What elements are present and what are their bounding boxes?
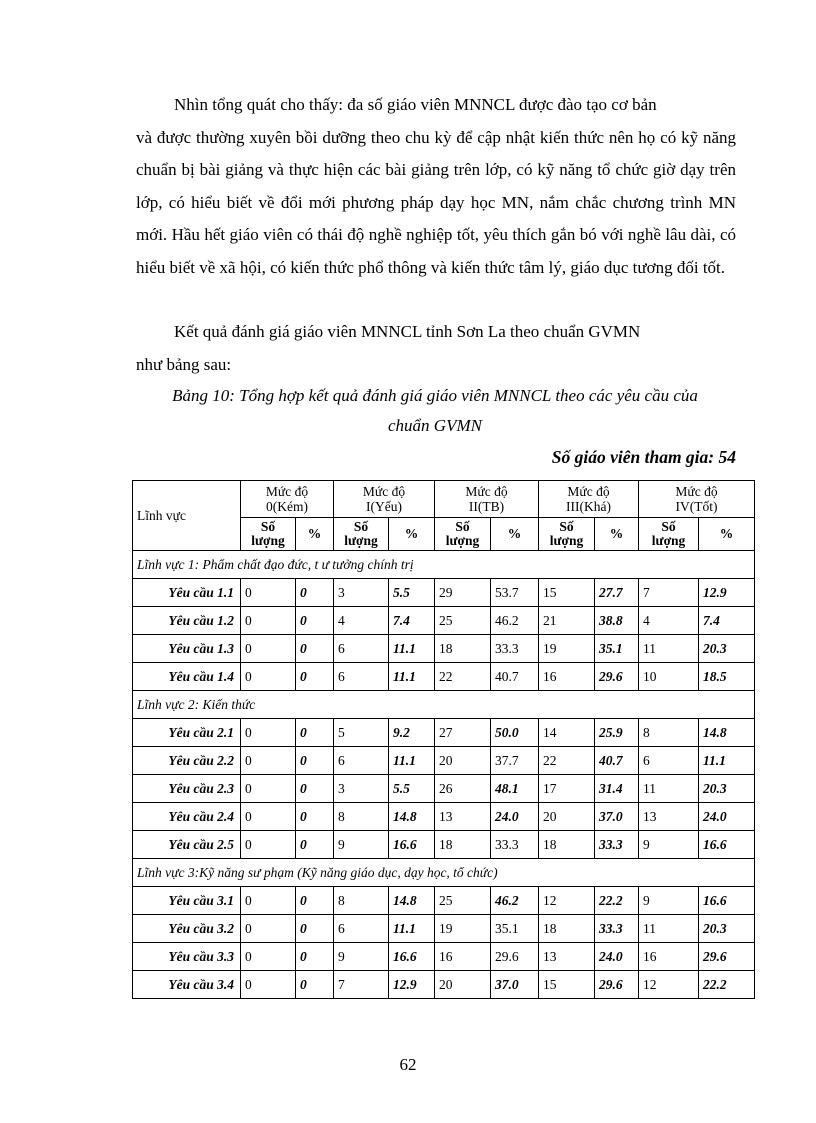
count-cell: 15 xyxy=(539,971,595,999)
header-level xyxy=(539,481,639,518)
count-cell: 0 xyxy=(241,663,296,691)
table-row xyxy=(133,747,755,775)
table-row xyxy=(133,803,755,831)
table-row xyxy=(133,775,755,803)
percent-cell: 37.7 xyxy=(491,747,539,775)
table-header-row xyxy=(133,481,755,518)
count-cell: 11 xyxy=(639,635,699,663)
count-cell: 10 xyxy=(639,663,699,691)
percent-cell: 12.9 xyxy=(389,971,435,999)
subheader-percent: % xyxy=(296,518,334,551)
percent-cell: 0 xyxy=(296,887,334,915)
level-label: Mức độ xyxy=(567,484,610,499)
subheader-percent: % xyxy=(699,518,755,551)
count-cell: 12 xyxy=(639,971,699,999)
percent-cell: 24.0 xyxy=(595,943,639,971)
count-cell: 3 xyxy=(334,775,389,803)
count-cell: 9 xyxy=(334,831,389,859)
requirement-label: Yêu cầu 3.3 xyxy=(133,943,241,971)
percent-cell: 7.4 xyxy=(389,607,435,635)
count-cell: 16 xyxy=(639,943,699,971)
count-cell: 8 xyxy=(334,803,389,831)
header-level xyxy=(639,481,755,518)
header-level xyxy=(435,481,539,518)
percent-cell: 27.7 xyxy=(595,579,639,607)
count-cell: 0 xyxy=(241,803,296,831)
count-cell: 18 xyxy=(539,915,595,943)
paragraph-first-line: Nhìn tổng quát cho thấy: đa số giáo viên MNNCL được đào tạo cơ bản xyxy=(174,95,657,114)
table-row xyxy=(133,943,755,971)
page-number: 62 xyxy=(399,1055,417,1074)
percent-cell: 11.1 xyxy=(699,747,755,775)
count-cell: 13 xyxy=(539,943,595,971)
level-label: Mức độ xyxy=(265,484,309,499)
count-cell: 0 xyxy=(241,831,296,859)
count-cell: 4 xyxy=(334,607,389,635)
percent-cell: 16.6 xyxy=(699,831,755,859)
table-row xyxy=(133,831,755,859)
percent-cell: 33.3 xyxy=(491,635,539,663)
percent-cell: 48.1 xyxy=(491,775,539,803)
table-row xyxy=(133,663,755,691)
count-cell: 0 xyxy=(241,607,296,635)
percent-cell: 31.4 xyxy=(595,775,639,803)
percent-cell: 5.5 xyxy=(389,579,435,607)
count-cell: 17 xyxy=(539,775,595,803)
requirement-label: Yêu cầu 2.2 xyxy=(133,747,241,775)
percent-cell: 37.0 xyxy=(491,971,539,999)
table-row xyxy=(133,579,755,607)
count-cell: 25 xyxy=(435,887,491,915)
percent-cell: 7.4 xyxy=(699,607,755,635)
count-cell: 11 xyxy=(639,775,699,803)
count-cell: 26 xyxy=(435,775,491,803)
count-cell: 6 xyxy=(334,635,389,663)
subheader-percent: % xyxy=(389,518,435,551)
count-cell: 0 xyxy=(241,747,296,775)
count-cell: 16 xyxy=(435,943,491,971)
requirement-label: Yêu cầu 3.1 xyxy=(133,887,241,915)
table-row xyxy=(133,635,755,663)
percent-cell: 20.3 xyxy=(699,775,755,803)
count-cell: 18 xyxy=(435,831,491,859)
level-label: Mức độ xyxy=(675,484,718,499)
table-row xyxy=(133,887,755,915)
table-row xyxy=(133,915,755,943)
count-cell: 20 xyxy=(539,803,595,831)
count-cell: 0 xyxy=(241,943,296,971)
level-name: IV(Tốt) xyxy=(675,499,718,514)
domain-title: Lĩnh vực 1: Phẩm chất đạo đức, t ư tưởng chính trị xyxy=(133,551,755,579)
subheader-count-line1: Số xyxy=(353,519,369,534)
percent-cell: 0 xyxy=(296,635,334,663)
domain-title: Lĩnh vực 2: Kiến thức xyxy=(133,691,755,719)
percent-cell: 16.6 xyxy=(389,831,435,859)
count-cell: 0 xyxy=(241,719,296,747)
percent-cell: 14.8 xyxy=(389,803,435,831)
requirement-label: Yêu cầu 1.3 xyxy=(133,635,241,663)
percent-cell: 0 xyxy=(296,831,334,859)
subheader-count xyxy=(334,518,389,551)
percent-cell: 53.7 xyxy=(491,579,539,607)
percent-cell: 12.9 xyxy=(699,579,755,607)
header-level xyxy=(334,481,435,518)
evaluation-table xyxy=(132,480,755,999)
subheader-count-line2: lượng xyxy=(251,533,285,548)
percent-cell: 0 xyxy=(296,719,334,747)
count-cell: 8 xyxy=(639,719,699,747)
table-row xyxy=(133,971,755,999)
count-cell: 3 xyxy=(334,579,389,607)
percent-cell: 11.1 xyxy=(389,635,435,663)
requirement-label: Yêu cầu 1.1 xyxy=(133,579,241,607)
percent-cell: 40.7 xyxy=(595,747,639,775)
count-cell: 13 xyxy=(435,803,491,831)
percent-cell: 22.2 xyxy=(595,887,639,915)
count-cell: 11 xyxy=(639,915,699,943)
percent-cell: 24.0 xyxy=(491,803,539,831)
count-cell: 25 xyxy=(435,607,491,635)
domain-row xyxy=(133,859,755,887)
subheader-count-line1: Số xyxy=(455,519,470,534)
percent-cell: 40.7 xyxy=(491,663,539,691)
level-name: III(Khá) xyxy=(566,499,611,514)
count-cell: 6 xyxy=(639,747,699,775)
percent-cell: 50.0 xyxy=(491,719,539,747)
subheader-count-line2: lượng xyxy=(445,533,480,548)
subheader-count-line2: lượng xyxy=(344,533,378,548)
subheader-count-line2: lượng xyxy=(549,533,584,548)
level-label: Mức độ xyxy=(362,484,406,499)
count-cell: 8 xyxy=(334,887,389,915)
count-cell: 5 xyxy=(334,719,389,747)
percent-cell: 0 xyxy=(296,775,334,803)
count-cell: 20 xyxy=(435,747,491,775)
percent-cell: 5.5 xyxy=(389,775,435,803)
percent-cell: 0 xyxy=(296,663,334,691)
table-caption xyxy=(120,381,750,441)
percent-cell: 33.3 xyxy=(595,831,639,859)
percent-cell: 0 xyxy=(296,915,334,943)
subheader-count xyxy=(241,518,296,551)
subheader-count-line2: lượng xyxy=(651,533,686,548)
caption-line-1: Bảng 10: Tổng hợp kết quả đánh giá giáo viên MNNCL theo các yêu cầu của xyxy=(172,386,698,405)
count-cell: 21 xyxy=(539,607,595,635)
percent-cell: 0 xyxy=(296,747,334,775)
participant-count: Số giáo viên tham gia: 54 xyxy=(551,447,736,467)
count-cell: 0 xyxy=(241,887,296,915)
domain-title: Lĩnh vực 3:Kỹ năng sư phạm (Kỹ năng giáo dục, dạy học, tổ chức) xyxy=(133,859,755,887)
count-cell: 6 xyxy=(334,663,389,691)
percent-cell: 33.3 xyxy=(595,915,639,943)
count-cell: 12 xyxy=(539,887,595,915)
subheader-count xyxy=(639,518,699,551)
percent-cell: 18.5 xyxy=(699,663,755,691)
count-cell: 7 xyxy=(334,971,389,999)
percent-cell: 14.8 xyxy=(389,887,435,915)
domain-row xyxy=(133,691,755,719)
percent-cell: 9.2 xyxy=(389,719,435,747)
count-cell: 13 xyxy=(639,803,699,831)
subheader-count-line1: Số xyxy=(661,519,676,534)
percent-cell: 20.3 xyxy=(699,915,755,943)
count-cell: 22 xyxy=(539,747,595,775)
count-cell: 18 xyxy=(539,831,595,859)
count-cell: 22 xyxy=(435,663,491,691)
count-cell: 19 xyxy=(435,915,491,943)
percent-cell: 16.6 xyxy=(389,943,435,971)
percent-cell: 20.3 xyxy=(699,635,755,663)
domain-row xyxy=(133,551,755,579)
requirement-label: Yêu cầu 2.1 xyxy=(133,719,241,747)
count-cell: 29 xyxy=(435,579,491,607)
percent-cell: 35.1 xyxy=(491,915,539,943)
requirement-label: Yêu cầu 2.4 xyxy=(133,803,241,831)
count-cell: 0 xyxy=(241,915,296,943)
paragraph-result-intro xyxy=(136,316,736,381)
count-cell: 0 xyxy=(241,971,296,999)
count-cell: 14 xyxy=(539,719,595,747)
requirement-label: Yêu cầu 3.2 xyxy=(133,915,241,943)
percent-cell: 37.0 xyxy=(595,803,639,831)
subheader-percent: % xyxy=(595,518,639,551)
percent-cell: 25.9 xyxy=(595,719,639,747)
count-cell: 9 xyxy=(639,831,699,859)
count-cell: 27 xyxy=(435,719,491,747)
subheader-count xyxy=(539,518,595,551)
count-cell: 7 xyxy=(639,579,699,607)
paragraph-body: và được thường xuyên bồi dưỡng theo chu kỳ để cập nhật kiến thức nên họ có kỹ năng chuẩn bị bài giảng và thực hiện các bài giảng trên lớp, có kỹ năng tổ chức giờ dạy trên lớp, có hiểu biết về đổi mới phương pháp dạy học MN, nắm chắc chương trình MN mới. Hầu hết giáo viên có thái độ nghề nghiệp tốt, yêu thích gắn bó với nghề lâu dài, có hiểu biết về xã hội, có kiến thức phổ thông và kiến thức tâm lý, giáo dục tương đối tốt. xyxy=(136,127,736,277)
header-level xyxy=(241,481,334,518)
table-row xyxy=(133,607,755,635)
percent-cell: 11.1 xyxy=(389,663,435,691)
percent-cell: 46.2 xyxy=(491,607,539,635)
count-cell: 6 xyxy=(334,915,389,943)
percent-cell: 14.8 xyxy=(699,719,755,747)
requirement-label: Yêu cầu 1.4 xyxy=(133,663,241,691)
paragraph-body: như bảng sau: xyxy=(136,354,232,374)
percent-cell: 11.1 xyxy=(389,915,435,943)
count-cell: 9 xyxy=(639,887,699,915)
percent-cell: 22.2 xyxy=(699,971,755,999)
percent-cell: 46.2 xyxy=(491,887,539,915)
header-field: Lĩnh vực xyxy=(133,481,241,551)
percent-cell: 24.0 xyxy=(699,803,755,831)
count-cell: 0 xyxy=(241,635,296,663)
percent-cell: 0 xyxy=(296,971,334,999)
percent-cell: 0 xyxy=(296,607,334,635)
percent-cell: 29.6 xyxy=(491,943,539,971)
count-cell: 4 xyxy=(639,607,699,635)
percent-cell: 29.6 xyxy=(699,943,755,971)
requirement-label: Yêu cầu 2.3 xyxy=(133,775,241,803)
count-cell: 9 xyxy=(334,943,389,971)
subheader-count xyxy=(435,518,491,551)
count-cell: 16 xyxy=(539,663,595,691)
percent-cell: 16.6 xyxy=(699,887,755,915)
subheader-percent: % xyxy=(491,518,539,551)
paragraph-first-line: Kết quả đánh giá giáo viên MNNCL tỉnh Sơn La theo chuẩn GVMN xyxy=(174,322,641,341)
percent-cell: 29.6 xyxy=(595,971,639,999)
level-name: II(TB) xyxy=(468,499,505,514)
count-cell: 15 xyxy=(539,579,595,607)
count-cell: 0 xyxy=(241,579,296,607)
paragraph-summary xyxy=(136,89,736,284)
percent-cell: 0 xyxy=(296,579,334,607)
count-cell: 6 xyxy=(334,747,389,775)
caption-line-2: chuẩn GVMN xyxy=(388,416,482,435)
percent-cell: 38.8 xyxy=(595,607,639,635)
level-label: Mức độ xyxy=(465,484,508,499)
requirement-label: Yêu cầu 2.5 xyxy=(133,831,241,859)
level-name: I(Yếu) xyxy=(366,499,402,514)
percent-cell: 0 xyxy=(296,803,334,831)
percent-cell: 0 xyxy=(296,943,334,971)
percent-cell: 33.3 xyxy=(491,831,539,859)
count-cell: 19 xyxy=(539,635,595,663)
requirement-label: Yêu cầu 3.4 xyxy=(133,971,241,999)
subheader-count-line1: Số xyxy=(260,519,276,534)
requirement-label: Yêu cầu 1.2 xyxy=(133,607,241,635)
count-cell: 20 xyxy=(435,971,491,999)
percent-cell: 29.6 xyxy=(595,663,639,691)
count-cell: 18 xyxy=(435,635,491,663)
percent-cell: 11.1 xyxy=(389,747,435,775)
table-row xyxy=(133,719,755,747)
percent-cell: 35.1 xyxy=(595,635,639,663)
subheader-count-line1: Số xyxy=(559,519,574,534)
level-name: 0(Kém) xyxy=(266,499,308,514)
count-cell: 0 xyxy=(241,775,296,803)
